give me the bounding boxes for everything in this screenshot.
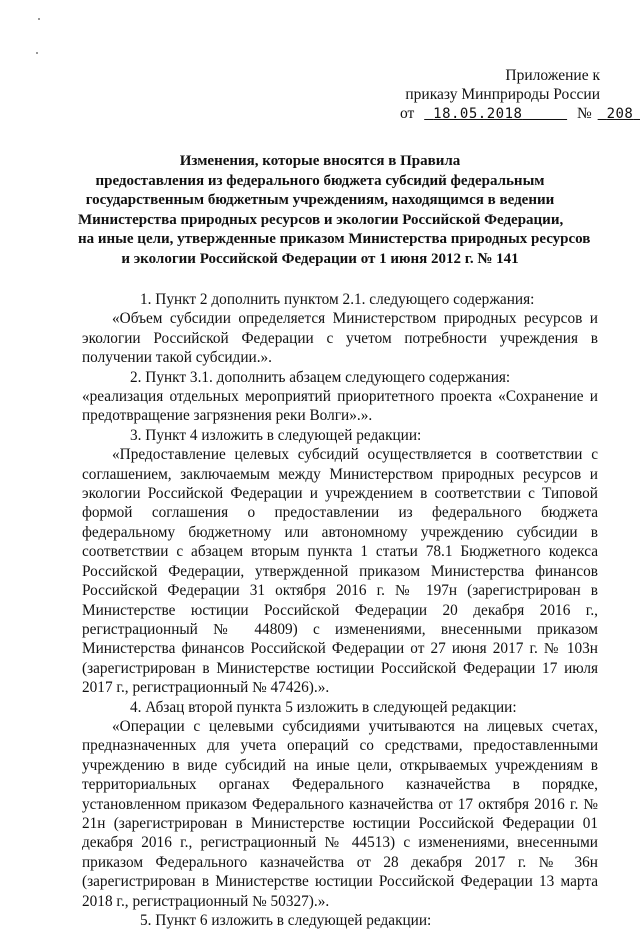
item-1-heading: 1. Пункт 2 дополнить пунктом 2.1. следующего содержания: [140, 291, 535, 308]
order-date-number [400, 104, 634, 124]
title-line: Министерства природных ресурсов и экологии Российской Федерации, [78, 211, 564, 228]
title-line: государственным бюджетным учреждениям, находящимся в ведении [85, 192, 555, 209]
appendix-label: Приложение к [505, 67, 600, 84]
item-5-heading: 5. Пункт 6 изложить в следующей редакции: [140, 912, 432, 929]
item-1-text: «Объем субсидии определяется Министерством природных ресурсов и экологии Российской Федерации с учетом потребности учреждения в получении такой субсидии.». [82, 310, 598, 367]
item-3-heading: 3. Пункт 4 изложить в следующей редакции: [130, 426, 422, 444]
number-label: № [576, 105, 592, 122]
scan-speck [36, 52, 38, 54]
order-reference: приказу Минприроды России [405, 86, 600, 103]
document-body [82, 290, 598, 930]
document-title [78, 152, 591, 270]
title-line: предоставления из федерального бюджета субсидий федеральным [95, 172, 545, 189]
item-4-text: «Операции с целевыми субсидиями учитываются на лицевых счетах, предназначенных для учета операций со средствами, предоставленными учреждению в виде субсидий на иные цели, открываемых учреждениям в территориальных органах Федерального казначейства в порядке, установленном приказом Федерального казначейства от 17 октября 2016 г. № 21н (зарегистрирован в Министерстве юстиции Российской Федерации 01 декабря 2016 г., регистрационный № 44513) с изменениями, внесенными приказом Федерального казначейства от 28 декабря 2017 г. № 36н (зарегистрирован в Министерстве юстиции Российской Федерации 13 марта 2018 г., регистрационный № 50327).». [82, 717, 598, 910]
item-3-text: «Предоставление целевых субсидий осуществляется в соответствии с соглашением, заключаемым между Министерством природных ресурсов и экологии Российской Федерации и учреждением в соответствии с Типовой формой соглашения о предоставлении из федерального бюджета федеральному бюджетному или автономному учреждению субсидии в соответствии с абзацем вторым пункта 1 статьи 78.1 Бюджетного кодекса Российской Федерации, утвержденной приказом Министерства финансов Российской Федерации 31 октября 2016 г. № 197н (зарегистрирован в Министерстве юстиции Российской Федерации 20 декабря 2016 г., регистрационный № 44809) с изменениями, внесенными приказом Министерства финансов Российской Федерации от 27 июня 2017 г. № 103н (зарегистрирован в Министерстве юстиции Российской Федерации 17 июля 2017 г., регистрационный № 47426).». [82, 446, 598, 697]
order-date: 18.05.2018 [433, 106, 523, 122]
order-number: 208 [606, 106, 634, 122]
title-line: Изменения, которые вносятся в Правила [179, 153, 461, 169]
title-line: на иные цели, утвержденные приказом Министерства природных ресурсов [78, 231, 591, 248]
item-2-text: «реализация отдельных мероприятий приоритетного проекта «Сохранение и предотвращение загрязнения реки Волги».». [82, 388, 598, 425]
from-label: от [400, 105, 415, 122]
scan-speck [38, 18, 40, 20]
item-2-heading: 2. Пункт 3.1. дополнить абзацем следующего содержания: [130, 368, 511, 386]
appendix-header [400, 66, 634, 124]
item-4-heading: 4. Абзац второй пункта 5 изложить в следующей редакции: [130, 698, 517, 716]
title-line: и экологии Российской Федерации от 1 июня 2012 г. № 141 [121, 250, 519, 267]
